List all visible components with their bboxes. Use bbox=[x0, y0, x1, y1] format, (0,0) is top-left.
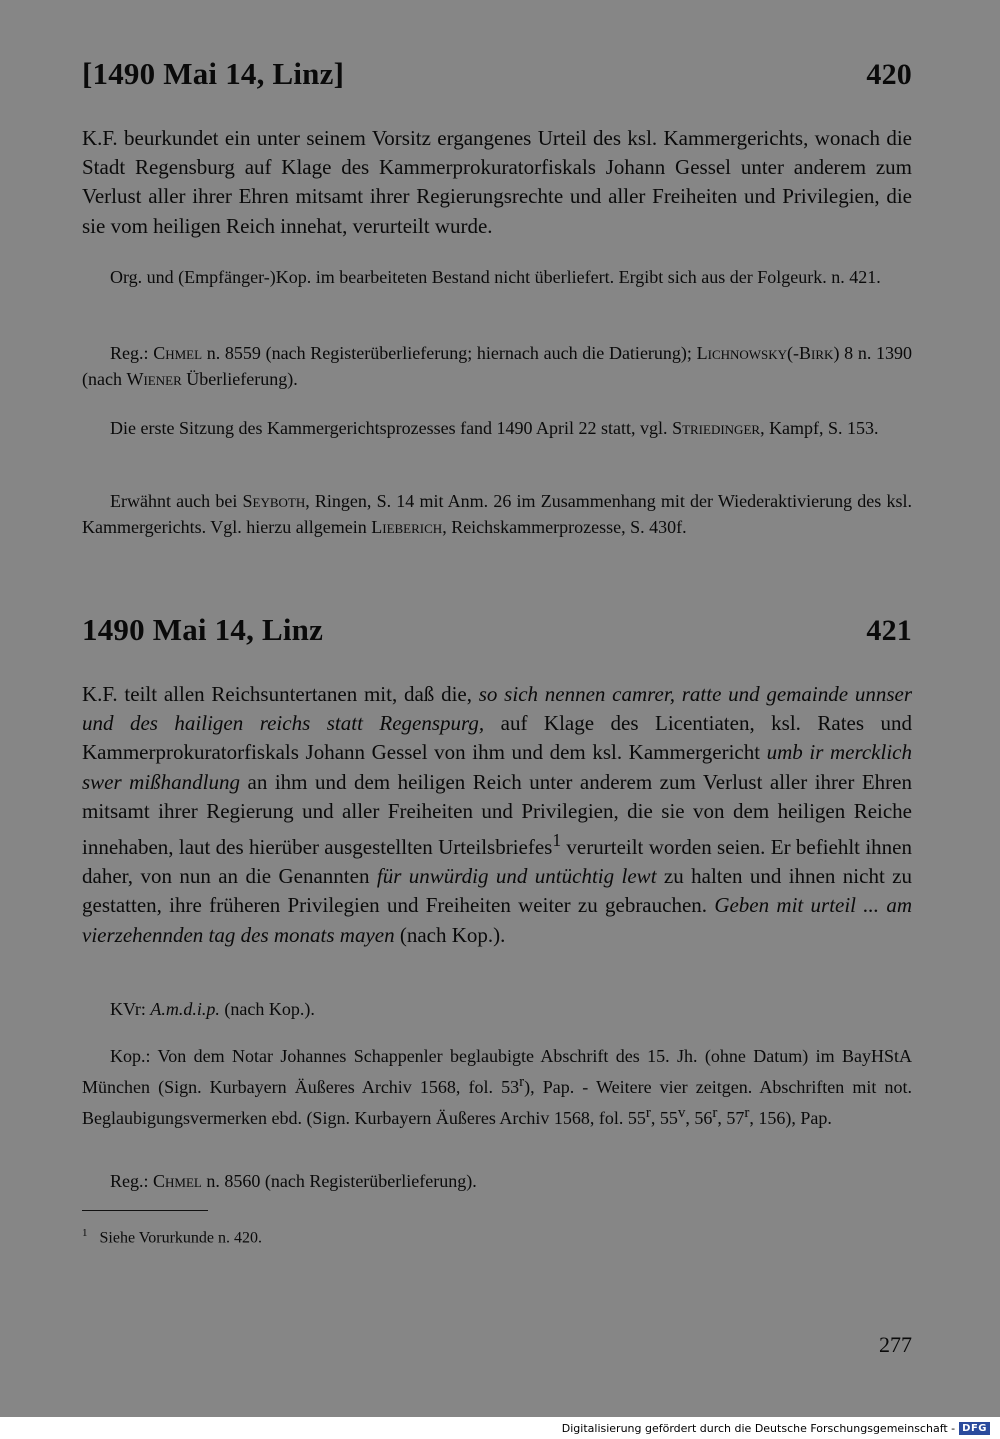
entry-420-date: [1490 Mai 14, Linz] bbox=[82, 56, 345, 91]
entry-420-note-mention: Erwähnt auch bei Seyboth, Ringen, S. 14 mit Anm. 26 im Zusammenhang mit der Wiederaktivierung des ksl. Kammergerichts. Vgl. hierzu allgemein Lieberich, Reichskammerprozesse, S. 430f. bbox=[82, 491, 912, 537]
page-number: 277 bbox=[879, 1332, 912, 1357]
entry-420-header bbox=[82, 56, 912, 92]
footnote bbox=[82, 1222, 262, 1249]
entry-421-note-regest: Reg.: Chmel n. 8560 (nach Registerüberlieferung). bbox=[110, 1171, 477, 1191]
entry-421-header bbox=[82, 612, 912, 648]
entry-421-note-kvr: KVr: A.m.d.i.p. (nach Kop.). bbox=[110, 999, 315, 1019]
entry-421-date: 1490 Mai 14, Linz bbox=[82, 612, 324, 647]
entry-420-summary: K.F. beurkundet ein unter seinem Vorsitz ergangenes Urteil des ksl. Kammergerichts, wonach die Stadt Regensburg auf Klage des Kammerprokuratorfiskals Johann Gessel unter anderem zum Verlust aller ihrer Ehren mitsamt ihrer Regierungsrechte und aller Freiheiten und Privilegien, die sie vom heiligen Reich innehat, verurteilt wurde. bbox=[82, 126, 912, 238]
entry-421-summary: K.F. teilt allen Reichsuntertanen mit, daß die, so sich nennen camrer, ratte und gemainde unnser und des hailigen reichs statt Regenspurg, auf Klage des Licentiaten, ksl. Rates und Kammerprokuratorfiskals Johann Gessel von ihm und dem ksl. Kammergericht umb ir mercklich swer mißhandlung an ihm und dem heiligen Reich unter anderem zum Verlust aller ihrer Ehren mitsamt ihrer Regierung und aller Freiheiten und Privilegien, die sie von dem heiligen Reiche innehaben, laut des hierüber ausgestellten Urteilsbriefes$^1$ verurteilt worden seien. Er befiehlt ihnen daher, von nun an die Genannten für unwürdig und untüchtig lewt zu halten und ihnen nicht zu gestatten, ihre früheren Privilegien und Freiheiten weiter zu gebrauchen. Geben mit urteil ... am vierzehennden tag des monats mayen (nach Kop.). bbox=[82, 682, 913, 947]
credit-text: Digitalisierung gefördert durch die Deutsche Forschungsgemeinschaft - bbox=[561, 1421, 956, 1435]
entry-420-note-regest: Reg.: Chmel n. 8559 (nach Registerüberlieferung; hiernach auch die Datierung); Lichnowsky(-Birk) 8 n. 1390 (nach Wiener Überlieferung). bbox=[82, 343, 913, 389]
credit-bar bbox=[0, 1417, 1000, 1439]
footnote-text: Siehe Vorurkunde n. 420. bbox=[99, 1229, 263, 1247]
dfg-logo[interactable]: DFG bbox=[959, 1422, 990, 1435]
entry-420-number: 420 bbox=[866, 58, 912, 91]
footnote-mark: 1 bbox=[82, 1227, 88, 1239]
entry-421-number: 421 bbox=[866, 614, 912, 647]
entry-420-note-original: Org. und (Empfänger-)Kop. im bearbeiteten Bestand nicht überliefert. Ergibt sich aus der Folgeurk. n. 421. bbox=[110, 267, 881, 287]
footnote-divider bbox=[82, 1210, 208, 1211]
entry-420-note-session: Die erste Sitzung des Kammergerichtsprozesses fand 1490 April 22 statt, vgl. Striedinger, Kampf, S. 153. bbox=[110, 418, 879, 438]
entry-421-note-copies: Kop.: Von dem Notar Johannes Schappenler beglaubigte Abschrift des 15. Jh. (ohne Datum) im BayHStA München (Sign. Kurbayern Äußeres Archiv 1568, fol. 53$^r$), Pap. - Weitere vier zeitgen. Abschriften mit not. Beglaubigungsvermerken ebd. (Sign. Kurbayern Äußeres Archiv 1568, fol. 55$^r$, 55$^v$, 56$^r$, 57$^r$, 156), Pap. bbox=[82, 1046, 912, 1128]
footnote-ref[interactable]: 1 bbox=[552, 830, 562, 851]
